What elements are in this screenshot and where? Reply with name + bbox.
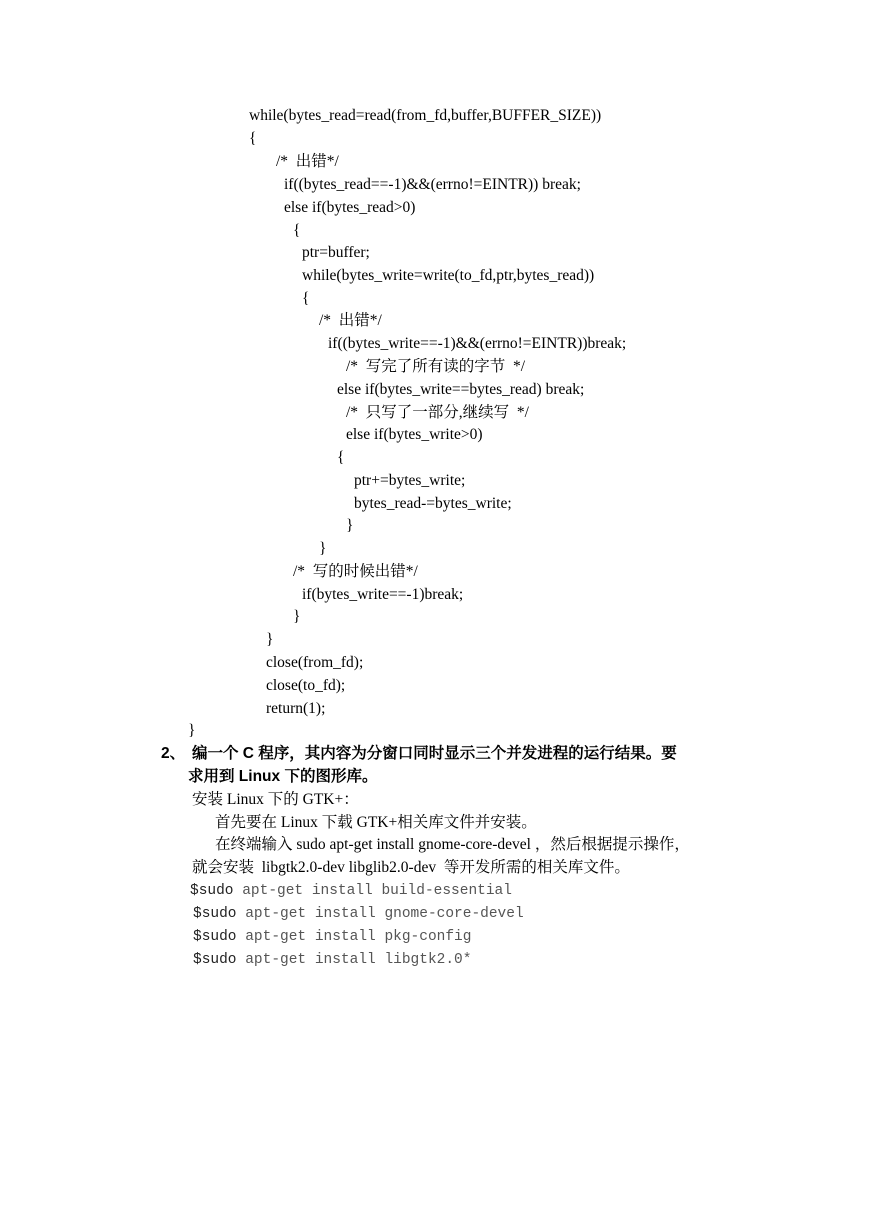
code-line: ptr=buffer; [302, 244, 370, 261]
paragraph-line: 安装 Linux 下的 GTK+： [192, 791, 359, 808]
shell-prompt: $sudo [193, 952, 237, 968]
shell-command-text: apt-get install libgtk2.0* [236, 952, 472, 968]
code-line: } [266, 631, 274, 648]
code-line: } [188, 722, 196, 739]
code-line: while(bytes_read=read(from_fd,buffer,BUFFER_SIZE)) [249, 107, 602, 124]
paragraph-line: 首先要在 Linux 下载 GTK+相关库文件并安装。 [215, 814, 537, 831]
code-line: close(to_fd); [266, 677, 346, 694]
code-line: { [293, 222, 301, 239]
code-comment: /* 出错*/ [276, 153, 339, 170]
code-line: ptr+=bytes_write; [354, 472, 466, 489]
code-line: else if(bytes_write>0) [346, 426, 483, 443]
code-line: if((bytes_write==-1)&&(errno!=EINTR))break; [328, 335, 627, 352]
code-line: } [346, 517, 354, 534]
code-line: { [302, 290, 310, 307]
code-comment: /* 写完了所有读的字节 */ [346, 358, 526, 375]
code-comment: /* 只写了一部分,继续写 */ [346, 404, 529, 421]
code-line: } [319, 540, 327, 557]
paragraph-line: 就会安装 libgtk2.0-dev libglib2.0-dev 等开发所需的相关库文件。 [192, 859, 630, 876]
section-heading-continued: 求用到 Linux 下的图形库。 [188, 768, 378, 785]
code-line: } [293, 608, 301, 625]
code-line: bytes_read-=bytes_write; [354, 495, 512, 512]
shell-prompt: $sudo [190, 883, 234, 899]
shell-prompt: $sudo [193, 906, 237, 922]
shell-command [190, 881, 512, 901]
code-line: { [337, 449, 345, 466]
code-line: if(bytes_write==-1)break; [302, 586, 464, 603]
shell-command-text: apt-get install build-essential [233, 883, 512, 899]
shell-command [193, 927, 471, 947]
code-line: else if(bytes_read>0) [284, 199, 416, 216]
shell-command-text: apt-get install gnome-core-devel [236, 906, 524, 922]
code-line: { [249, 130, 257, 147]
paragraph-line: 在终端输入 sudo apt-get install gnome-core-devel ，然后根据提示操作， [215, 836, 690, 853]
shell-command-text: apt-get install pkg-config [236, 929, 472, 945]
code-comment: /* 写的时候出错*/ [293, 563, 418, 580]
section-number: 2、 [161, 745, 186, 762]
code-line: while(bytes_write=write(to_fd,ptr,bytes_read)) [302, 267, 595, 284]
code-line: if((bytes_read==-1)&&(errno!=EINTR)) break; [284, 176, 581, 193]
shell-prompt: $sudo [193, 929, 237, 945]
code-line: close(from_fd); [266, 654, 364, 671]
shell-command [193, 904, 524, 924]
shell-command [193, 950, 471, 970]
code-comment: /* 出错*/ [319, 312, 382, 329]
section-heading: 编一个 C 程序，其内容为分窗口同时显示三个并发进程的运行结果。要 [192, 745, 677, 762]
code-line: return(1); [266, 700, 326, 717]
code-line: else if(bytes_write==bytes_read) break; [337, 381, 585, 398]
